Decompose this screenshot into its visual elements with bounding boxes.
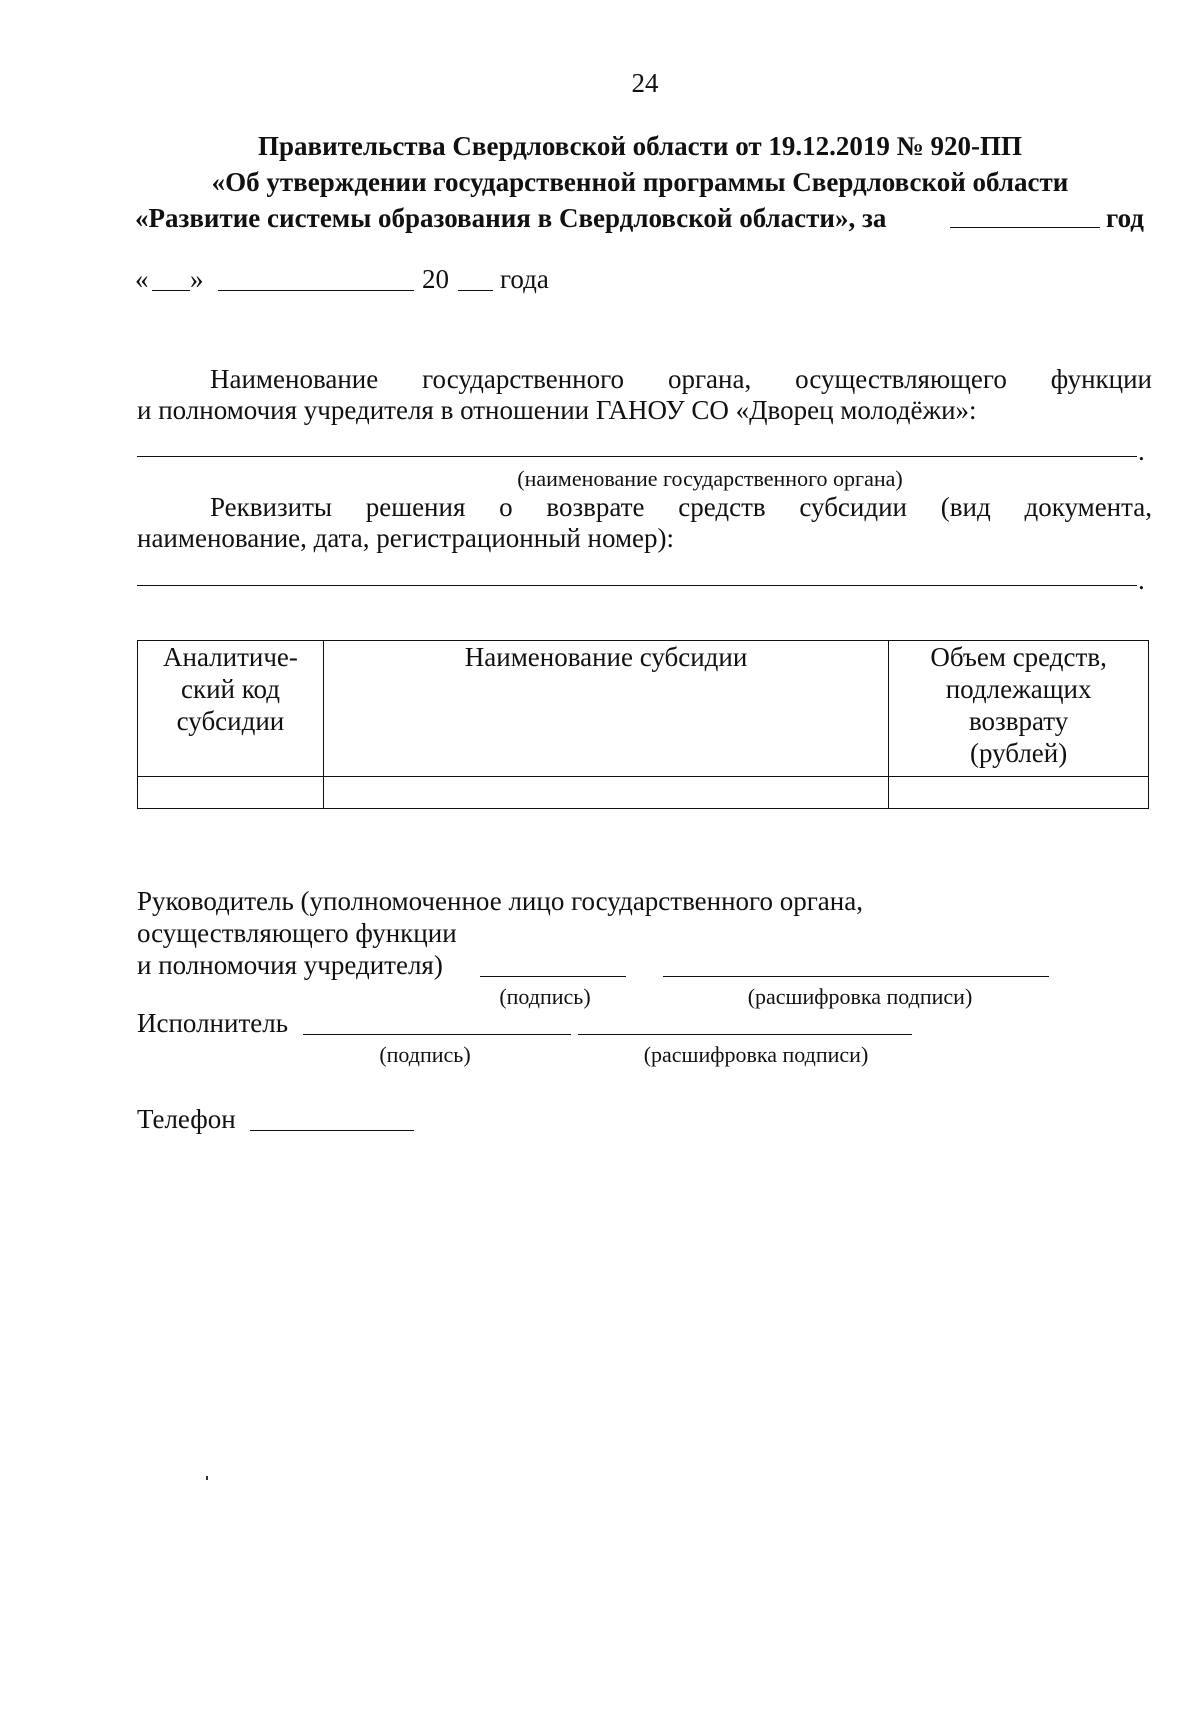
organ-paragraph-line-2: и полномочия учредителя в отношении ГАНОУ СО «Дворец молодёжи»: bbox=[137, 395, 977, 425]
executor-transcript-caption: (расшифровка подписи) bbox=[643, 1042, 869, 1067]
head-label-line-3: и полномочия учредителя) bbox=[137, 950, 443, 980]
date-day-blank bbox=[152, 290, 190, 291]
requisites-line-dot: . bbox=[1138, 565, 1145, 595]
executor-signature-caption: (подпись) bbox=[379, 1042, 471, 1067]
requisites-blank-line bbox=[137, 585, 1137, 586]
heading-line-1: Правительства Свердловской области от 19.12.2019 № 920-ПП bbox=[258, 131, 1022, 161]
table-header-row bbox=[138, 641, 1149, 777]
table-cell bbox=[323, 777, 888, 809]
date-suffix: года bbox=[500, 264, 549, 294]
head-signature-line bbox=[480, 976, 626, 977]
date-month-blank bbox=[218, 290, 414, 291]
header-return-amount: Объем средств, подлежащих возврату (рублей) bbox=[889, 641, 1149, 777]
header-subsidy-name: Наименование субсидии bbox=[323, 641, 888, 777]
organ-line-dot: . bbox=[1138, 436, 1145, 466]
table-cell bbox=[889, 777, 1149, 809]
date-year-prefix: 20 bbox=[422, 264, 449, 294]
organ-paragraph-line-1: Наименование государственного органа, осуществляющего функции bbox=[210, 364, 1152, 394]
requisites-paragraph-line-2: наименование, дата, регистрационный номер): bbox=[137, 523, 675, 553]
phone-label: Телефон bbox=[137, 1104, 236, 1134]
organ-name-blank-line bbox=[137, 456, 1137, 457]
subsidy-table bbox=[137, 640, 1149, 809]
header-analytic-code: Аналитиче- ский код субсидии bbox=[138, 641, 324, 777]
head-transcript-caption: (расшифровка подписи) bbox=[747, 984, 973, 1009]
executor-transcript-line bbox=[578, 1034, 912, 1035]
heading-line-2: «Об утверждении государственной программы Свердловской области bbox=[211, 167, 1069, 197]
heading-line-3: «Развитие системы образования в Свердловской области», за bbox=[135, 203, 887, 233]
scan-speck bbox=[206, 1476, 208, 1480]
date-open-quote: « bbox=[135, 264, 149, 294]
date-year-blank bbox=[458, 290, 493, 291]
executor-signature-line bbox=[303, 1034, 571, 1035]
page-number: 24 bbox=[631, 68, 659, 98]
head-transcript-line bbox=[663, 976, 1049, 977]
table-cell bbox=[138, 777, 324, 809]
date-close-quote: » bbox=[190, 264, 204, 294]
phone-blank-line bbox=[250, 1130, 414, 1131]
year-blank-line bbox=[950, 227, 1100, 228]
table-row bbox=[138, 777, 1149, 809]
executor-label: Исполнитель bbox=[137, 1008, 289, 1038]
head-label-line-2: осуществляющего функции bbox=[137, 918, 457, 948]
organ-name-caption: (наименование государственного органа) bbox=[517, 466, 903, 491]
head-label-line-1: Руководитель (уполномоченное лицо государственного органа, bbox=[137, 886, 863, 916]
heading-year-word: год bbox=[1106, 203, 1144, 233]
head-signature-caption: (подпись) bbox=[499, 984, 591, 1009]
requisites-paragraph-line-1: Реквизиты решения о возврате средств субсидии (вид документа, bbox=[210, 492, 1152, 522]
